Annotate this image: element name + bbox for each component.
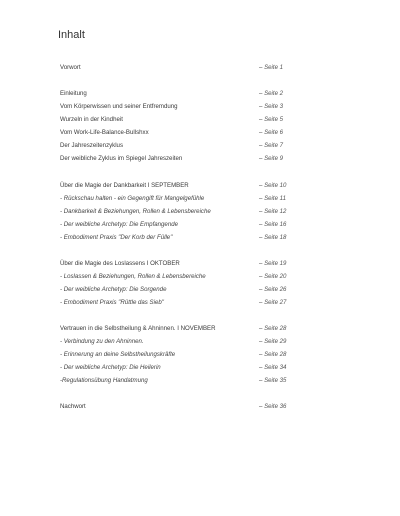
toc-entry-page: – Seite 19 <box>259 260 287 267</box>
toc-entry-label: Vom Körperwissen und seiner Entfremdung <box>60 103 178 110</box>
toc-entry <box>60 115 290 125</box>
toc-entry <box>60 233 290 243</box>
toc-entry <box>60 207 290 217</box>
toc-entry-label: Vertrauen in die Selbstheilung & Ahninnen. I NOVEMBER <box>60 325 216 332</box>
toc-entry-label: Über die Magie der Dankbarkeit I SEPTEMBER <box>60 182 189 189</box>
toc-entry-label: Der Jahreszeitenzyklus <box>60 142 123 149</box>
toc-entry-page: – Seite 12 <box>259 208 287 215</box>
toc-entry-page: – Seite 3 <box>259 103 284 110</box>
toc-entry-label: -Regulationsübung Handatmung <box>60 377 148 384</box>
toc-entry-page: – Seite 10 <box>259 182 287 189</box>
toc-entry-page: – Seite 18 <box>259 234 287 241</box>
toc-entry <box>60 194 290 204</box>
toc-entry <box>60 141 290 151</box>
toc-entry-page: – Seite 6 <box>259 129 284 136</box>
toc-entry-label: Vorwort <box>60 64 81 71</box>
toc-entry-page: – Seite 20 <box>259 273 287 280</box>
toc-entry <box>60 259 290 269</box>
toc-entry <box>60 363 290 373</box>
toc-entry <box>60 102 290 112</box>
toc-entry-label: - Embodiment Praxis "Rüttle das Sieb" <box>60 299 164 306</box>
toc-entry-label: - Verbindung zu den Ahninnen. <box>60 338 144 345</box>
toc-entry-label: Nachwort <box>60 403 86 410</box>
toc-entry-page: – Seite 1 <box>259 64 284 71</box>
toc-entry-label: - Der weibliche Archetyp: Die Sorgende <box>60 286 167 293</box>
toc-entry <box>60 298 290 308</box>
toc-entry-page: – Seite 16 <box>259 221 287 228</box>
toc-entry-label: Wurzeln in der Kindheit <box>60 116 123 123</box>
toc-entry-page: – Seite 28 <box>259 325 287 332</box>
toc-entry-label: - Rückschau halten - ein Gegengift für Mangelgefühle <box>60 195 205 202</box>
toc-entry-label: Einleitung <box>60 90 87 97</box>
toc-entry-page: – Seite 7 <box>259 142 284 149</box>
toc-entry <box>60 402 290 412</box>
toc-entry-page: – Seite 5 <box>259 116 284 123</box>
toc-entry-page: – Seite 2 <box>259 90 284 97</box>
toc-entry-label: - Dankbarkeit & Beziehungen, Rollen & Lebensbereiche <box>60 208 211 215</box>
page-title: Inhalt <box>58 29 85 41</box>
toc-entry-label: - Embodiment Praxis "Der Korb der Fülle" <box>60 234 173 241</box>
toc-entry <box>60 337 290 347</box>
toc-entry <box>60 89 290 99</box>
toc-entry-page: – Seite 28 <box>259 351 287 358</box>
toc-entry-label: - Erinnerung an deine Selbstheilungskräfte <box>60 351 176 358</box>
toc-entry-page: – Seite 34 <box>259 364 287 371</box>
toc-entry <box>60 128 290 138</box>
toc-entry-page: – Seite 27 <box>259 299 287 306</box>
toc-entry <box>60 285 290 295</box>
toc-entry <box>60 63 290 73</box>
toc-entry-label: Über die Magie des Loslassens I OKTOBER <box>60 260 180 267</box>
toc-entry-page: – Seite 11 <box>259 195 286 202</box>
toc-entry-page: – Seite 36 <box>259 403 287 410</box>
toc-entry-label: - Loslassen & Beziehungen, Rollen & Lebensbereiche <box>60 273 206 280</box>
toc-entry <box>60 154 290 164</box>
toc-entry-label: Vom Work-Life-Balance-Bullshxx <box>60 129 149 136</box>
toc-entry-label: - Der weibliche Archetyp: Die Heilerin <box>60 364 161 371</box>
toc-entry <box>60 324 290 334</box>
toc-entry <box>60 272 290 282</box>
toc-entry-page: – Seite 29 <box>259 338 287 345</box>
toc-entry-label: - Der weibliche Archetyp: Die Empfangende <box>60 221 178 228</box>
toc-entry <box>60 220 290 230</box>
toc-entry <box>60 181 290 191</box>
toc-entry-page: – Seite 26 <box>259 286 287 293</box>
toc-entry-page: – Seite 35 <box>259 377 287 384</box>
toc-entry <box>60 376 290 386</box>
toc-entry-label: Der weibliche Zyklus im Spiegel Jahreszeiten <box>60 155 183 162</box>
toc-entry-page: – Seite 9 <box>259 155 284 162</box>
toc-entry <box>60 350 290 360</box>
